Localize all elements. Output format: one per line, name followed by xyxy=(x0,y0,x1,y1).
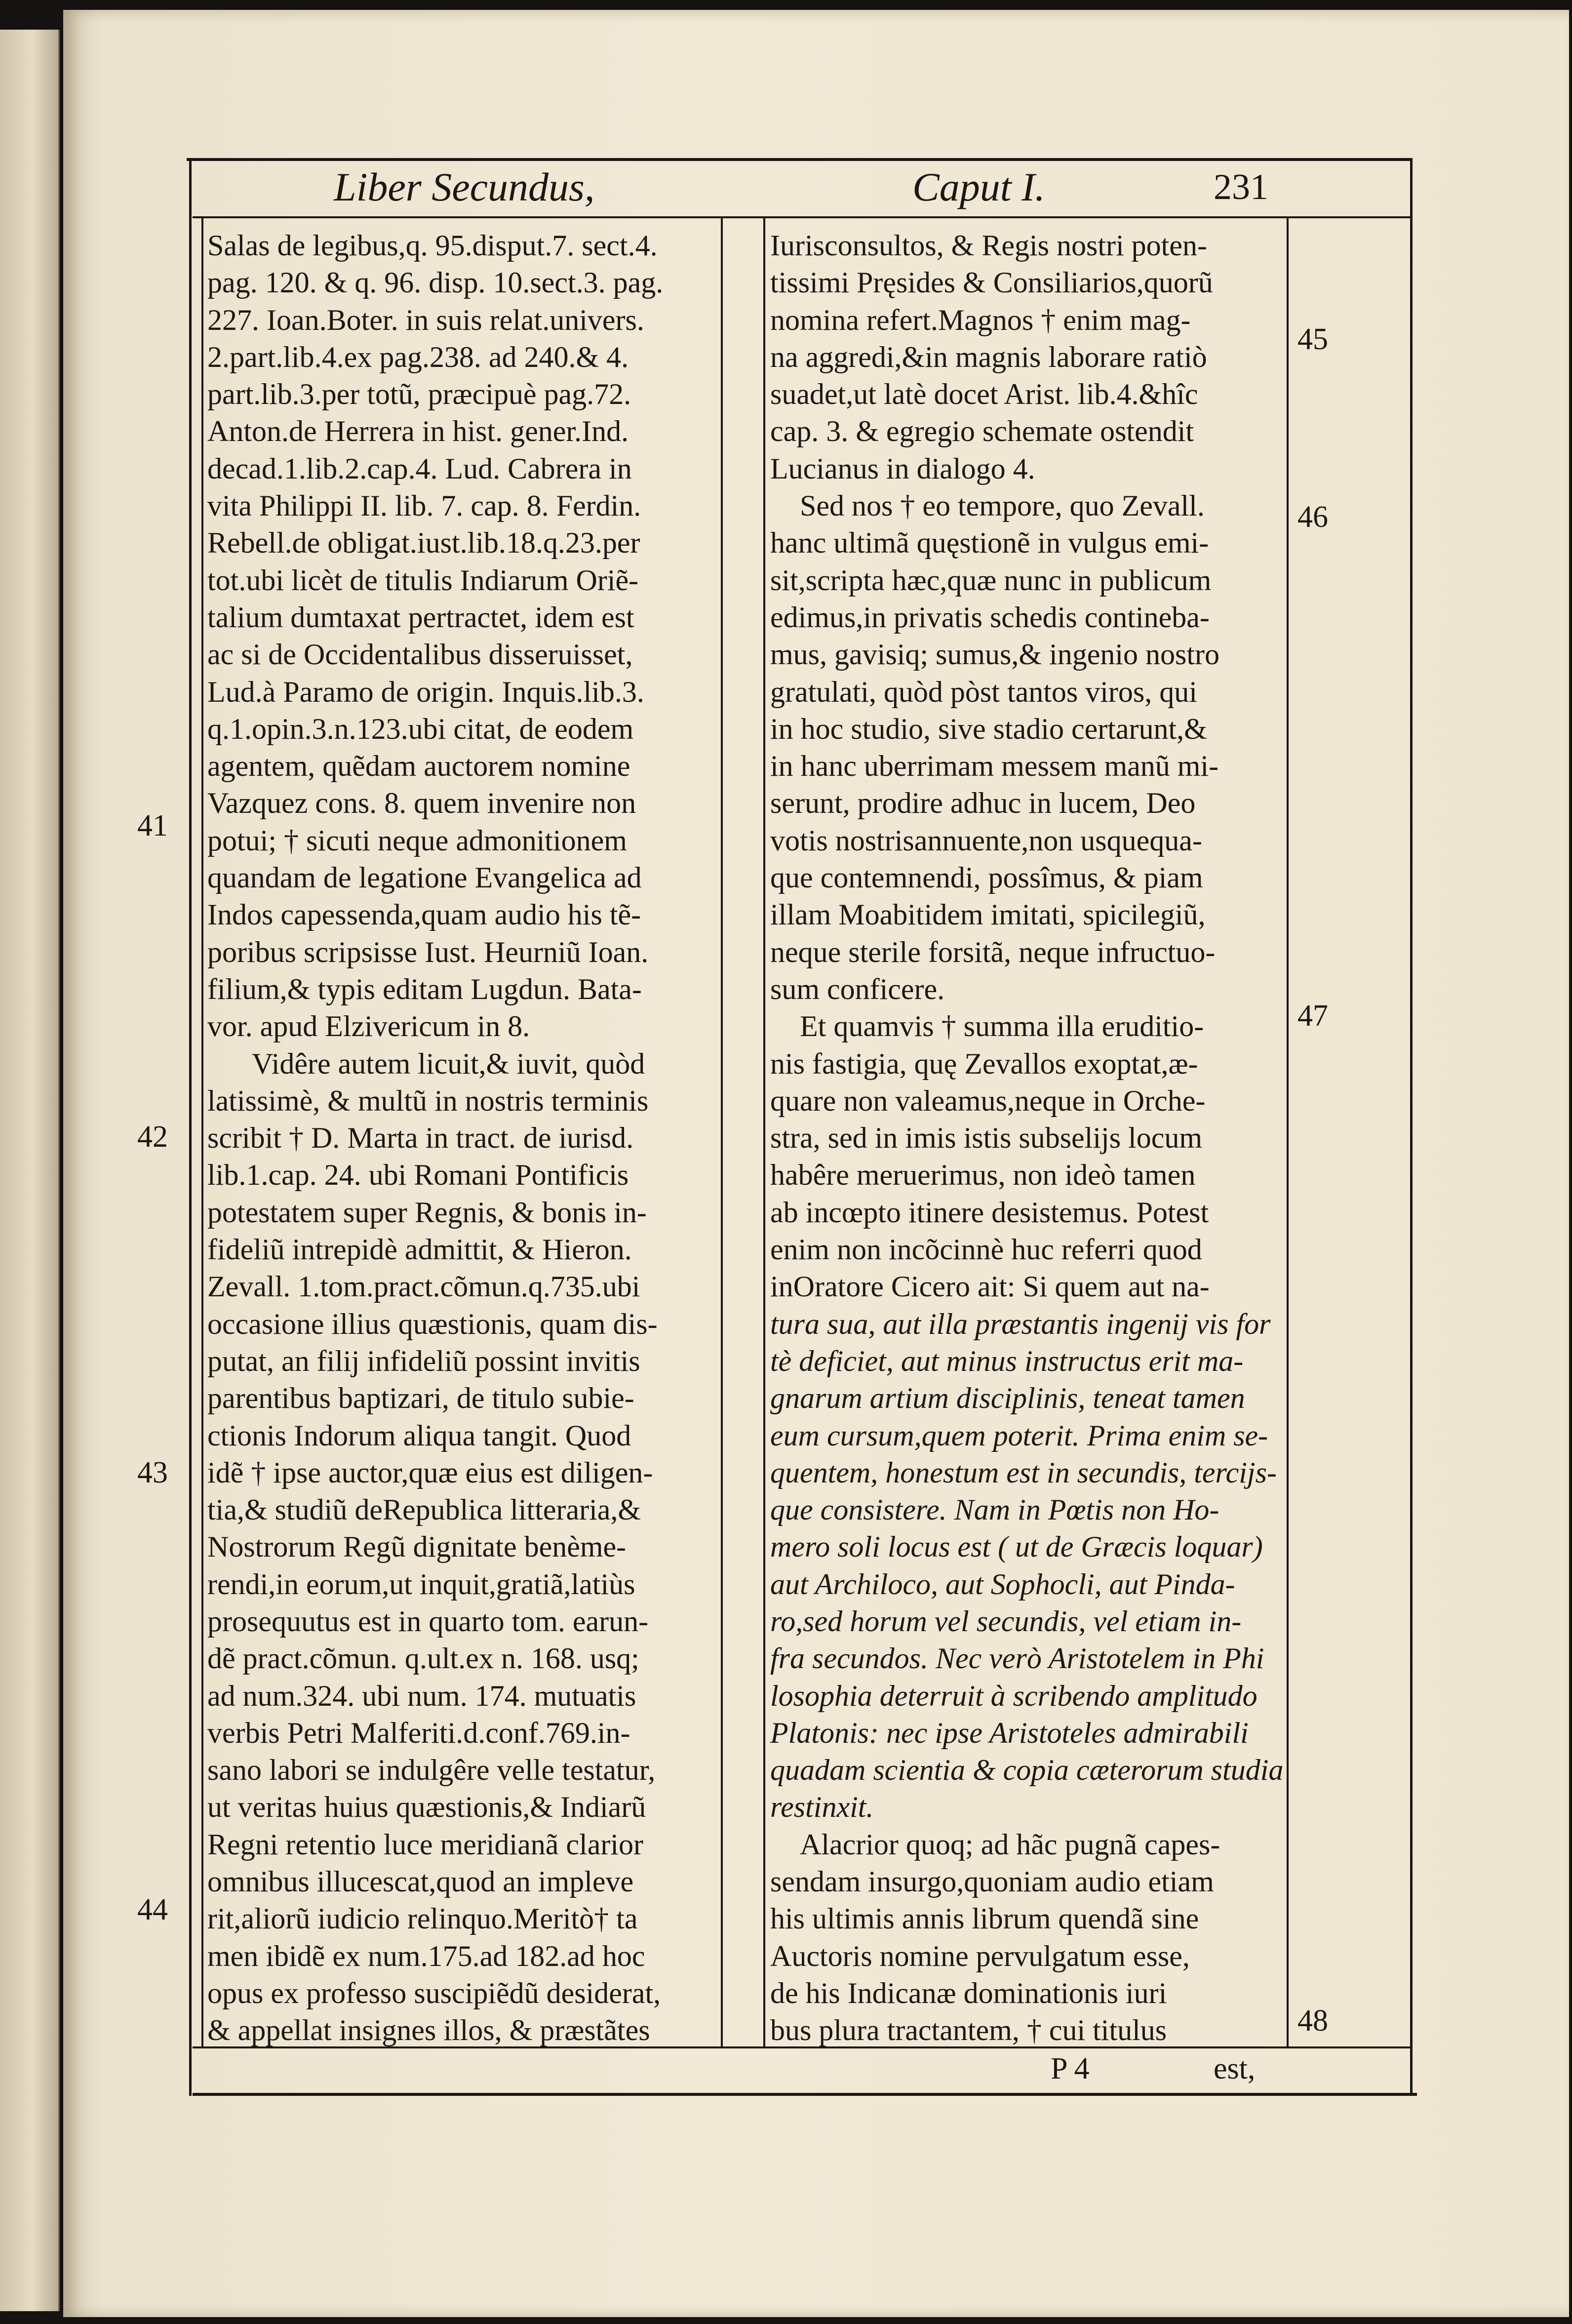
running-head-center: Caput I. xyxy=(912,164,1045,209)
text-line: decad.1.lib.2.cap.4. Lud. Cabrera in xyxy=(207,452,632,485)
text-line: Rebell.de obligat.iust.lib.18.q.23.per xyxy=(207,526,640,560)
text-line: edimus,in privatis schedis contineba- xyxy=(770,601,1210,634)
text-line: Iurisconsultos, & Regis nostri poten- xyxy=(770,229,1207,262)
frame-bottom-rule xyxy=(193,2093,1417,2096)
text-line: restinxit. xyxy=(770,1791,874,1824)
text-line: Platonis: nec ipse Aristoteles admirabili xyxy=(770,1716,1249,1749)
text-line: fra secundos. Nec verò Aristotelem in Phi xyxy=(770,1642,1264,1675)
text-line: de his Indicanæ dominationis iuri xyxy=(770,1976,1167,2009)
margin-note-number: 46 xyxy=(1297,500,1328,534)
previous-page-edge xyxy=(0,30,60,2311)
text-line: vita Philippi II. lib. 7. cap. 8. Ferdin. xyxy=(207,489,641,522)
margin-note-number: 48 xyxy=(1297,2004,1328,2038)
center-rule-a xyxy=(721,217,723,2046)
text-line: filium,& typis editam Lugdun. Bata- xyxy=(207,972,642,1005)
text-line: prosequutus est in quarto tom. earun- xyxy=(207,1604,649,1638)
margin-note-number: 42 xyxy=(137,1120,168,1154)
center-rule-b xyxy=(763,217,765,2046)
text-line: parentibus baptizari, de titulo subie- xyxy=(207,1382,634,1415)
text-line: rit,aliorũ iudicio relinquo.Meritò† ta xyxy=(207,1902,638,1935)
text-line: Regni retentio luce meridianã clarior xyxy=(207,1828,643,1861)
text-line: sit,scripta hæc,quæ nunc in publicum xyxy=(770,563,1212,597)
text-line: quandam de legatione Evangelica ad xyxy=(207,861,642,894)
signature-mark: P 4 xyxy=(1051,2052,1090,2085)
text-line: ro,sed horum vel secundis, vel etiam in- xyxy=(770,1604,1242,1638)
frame-left-rule xyxy=(189,158,192,2096)
margin-note-number: 47 xyxy=(1297,999,1328,1033)
text-line: dẽ pract.cõmun. q.ult.ex n. 168. usq; xyxy=(207,1642,639,1675)
text-line: potestatem super Regnis, & bonis in- xyxy=(207,1196,647,1229)
text-line: verbis Petri Malferiti.d.conf.769.in- xyxy=(207,1716,630,1749)
text-line: Sed nos † eo tempore, quo Zevall. xyxy=(800,489,1205,522)
text-line: gratulati, quòd pòst tantos viros, qui xyxy=(770,675,1197,708)
text-line: putat, an filij infideliũ possint invitis xyxy=(207,1344,640,1377)
text-line: & appellat insignes illos, & præstãtes xyxy=(207,2014,650,2047)
text-line: Auctoris nomine pervulgatum esse, xyxy=(770,1939,1190,1972)
text-line: Et quamvis † summa illa eruditio- xyxy=(800,1010,1204,1043)
text-line: Salas de legibus,q. 95.disput.7. sect.4. xyxy=(207,229,658,262)
text-line: Indos capessenda,quam audio his tẽ- xyxy=(207,898,641,931)
text-line: gnarum artium disciplinis, teneat tamen xyxy=(770,1382,1245,1415)
text-line: ab incœpto itinere desistemus. Potest xyxy=(770,1196,1209,1229)
text-line: votis nostrisannuente,non usquequa- xyxy=(770,824,1202,857)
text-line: Nostrorum Regũ dignitate benème- xyxy=(207,1530,627,1563)
margin-note-number: 41 xyxy=(137,809,168,842)
text-line: mus, gavisiq; sumus,& ingenio nostro xyxy=(770,638,1220,671)
text-line: na aggredi,&in magnis laborare ratiò xyxy=(770,340,1207,373)
text-line: pag. 120. & q. 96. disp. 10.sect.3. pag. xyxy=(207,266,664,299)
margin-note-number: 45 xyxy=(1297,322,1328,356)
text-line: nomina refert.Magnos † enim mag- xyxy=(770,303,1191,336)
text-line: Anton.de Herrera in hist. gener.Ind. xyxy=(207,415,629,448)
text-line: occasione illius quæstionis, quam dis- xyxy=(207,1307,658,1340)
text-line: rendi,in eorum,ut inquit,gratiã,latiùs xyxy=(207,1567,635,1601)
text-line: opus ex professo suscipiẽdũ desiderat, xyxy=(207,1976,661,2009)
text-line: in hoc studio, sive stadio certarunt,& xyxy=(770,712,1207,745)
text-line: ac si de Occidentalibus disseruisset, xyxy=(207,638,633,671)
text-line: Vazquez cons. 8. quem invenire non xyxy=(207,787,636,820)
text-line: que consistere. Nam in Pœtis non Ho- xyxy=(770,1493,1219,1526)
text-line: sum conficere. xyxy=(770,972,945,1005)
text-line: nis fastigia, quę Zevallos exoptat,æ- xyxy=(770,1047,1198,1080)
text-line: poribus scripsisse Iust. Heurniũ Ioan. xyxy=(207,935,649,968)
margin-note-number: 44 xyxy=(137,1893,168,1926)
text-line: tot.ubi licèt de titulis Indiarum Oriẽ- xyxy=(207,563,639,597)
text-line: tissimi Pręsides & Consiliarios,quorũ xyxy=(770,266,1213,299)
text-line: scribit † D. Marta in tract. de iurisd. xyxy=(207,1122,634,1155)
text-line: cap. 3. & egregio schemate ostendit xyxy=(770,415,1194,448)
text-line: agentem, quẽdam auctorem nomine xyxy=(207,750,630,783)
catchword: est, xyxy=(1214,2052,1256,2085)
text-line: tè deficiet, aut minus instructus erit ma- xyxy=(770,1344,1244,1377)
text-line: ut veritas huius quæstionis,& Indiarũ xyxy=(207,1791,646,1824)
text-line: Alacrior quoq; ad hãc pugnã capes- xyxy=(800,1828,1220,1861)
text-line: serunt, prodire adhuc in lucem, Deo xyxy=(770,787,1196,820)
text-line: enim non incõcinnè huc referri quod xyxy=(770,1233,1202,1266)
text-line: latissimè, & multũ in nostris terminis xyxy=(207,1084,649,1117)
text-line: mero soli locus est ( ut de Græcis loquar) xyxy=(770,1530,1263,1563)
margin-note-number: 43 xyxy=(137,1456,168,1489)
text-line: q.1.opin.3.n.123.ubi citat, de eodem xyxy=(207,712,634,745)
left-text-column xyxy=(207,227,715,2049)
text-line: Lud.à Paramo de origin. Inquis.lib.3. xyxy=(207,675,644,708)
text-line: habêre meruerimus, non ideò tamen xyxy=(770,1159,1196,1192)
text-line: sano labori se indulgêre velle testatur, xyxy=(207,1754,656,1787)
frame-right-rule xyxy=(1410,158,1413,2096)
text-line: men ibidẽ ex num.175.ad 182.ad hoc xyxy=(207,1939,645,1972)
text-line: idẽ † ipse auctor,quæ eius est diligen- xyxy=(207,1456,653,1489)
text-line: suadet,ut latè docet Arist. lib.4.&hîc xyxy=(770,378,1198,411)
text-line: quare non valeamus,neque in Orche- xyxy=(770,1084,1206,1117)
text-line: tura sua, aut illa præstantis ingenij vis for xyxy=(770,1307,1271,1340)
text-line: Lucianus in dialogo 4. xyxy=(770,452,1035,485)
running-head-left: Liber Secundus, xyxy=(334,164,595,209)
text-line: omnibus illucescat,quod an impleve xyxy=(207,1865,634,1898)
text-line: inOratore Cicero ait: Si quem aut na- xyxy=(770,1270,1210,1303)
text-line: aut Archiloco, aut Sophocli, aut Pinda- xyxy=(770,1567,1235,1601)
text-line: sendam insurgo,quoniam audio etiam xyxy=(770,1865,1214,1898)
right-column-rule xyxy=(1287,217,1289,2046)
text-line: fideliũ intrepidè admittit, & Hieron. xyxy=(207,1233,632,1266)
book-page xyxy=(63,10,1569,2317)
right-text-column xyxy=(770,227,1282,2049)
text-line: vor. apud Elzivericum in 8. xyxy=(207,1010,530,1043)
text-line: hanc ultimã quęstionẽ in vulgus emi- xyxy=(770,526,1209,560)
text-line: Zevall. 1.tom.pract.cõmun.q.735.ubi xyxy=(207,1270,640,1303)
text-line: lib.1.cap. 24. ubi Romani Pontificis xyxy=(207,1159,629,1192)
text-line: potui; † sicuti neque admonitionem xyxy=(207,824,627,857)
text-line: bus plura tractantem, † cui titulus xyxy=(770,2014,1167,2047)
text-line: quadam scientia & copia cæterorum studia xyxy=(770,1754,1284,1787)
text-line: 2.part.lib.4.ex pag.238. ad 240.& 4. xyxy=(207,340,629,373)
text-line: quentem, honestum est in secundis, tercijs- xyxy=(770,1456,1277,1489)
text-line: in hanc uberrimam messem manũ mi- xyxy=(770,750,1219,783)
left-column-rule xyxy=(201,217,203,2046)
page-number: 231 xyxy=(1214,167,1268,207)
text-line: illam Moabitidem imitati, spicilegiũ, xyxy=(770,898,1206,931)
text-line: part.lib.3.per totũ, præcipuè pag.72. xyxy=(207,378,631,411)
text-line: eum cursum,quem poterit. Prima enim se- xyxy=(770,1419,1268,1452)
text-line: losophia deterruit à scribendo amplitudo xyxy=(770,1679,1258,1712)
text-line: ad num.324. ubi num. 174. mutuatis xyxy=(207,1679,636,1712)
text-line: tia,& studiũ deRepublica litteraria,& xyxy=(207,1493,641,1526)
text-line: Vidêre autem licuit,& iuvit, quòd xyxy=(252,1047,645,1080)
text-line: 227. Ioan.Boter. in suis relat.univers. xyxy=(207,303,644,336)
text-line: talium dumtaxat pertractet, idem est xyxy=(207,601,634,634)
text-line: his ultimis annis librum quendã sine xyxy=(770,1902,1199,1935)
text-line: stra, sed in imis istis subselijs locum xyxy=(770,1122,1203,1155)
header-rule xyxy=(193,216,1410,218)
text-line: neque sterile forsitã, neque infructuo- xyxy=(770,935,1216,968)
text-line: ctionis Indorum aliqua tangit. Quod xyxy=(207,1419,631,1452)
text-line: que contemnendi, possîmus, & piam xyxy=(770,861,1203,894)
